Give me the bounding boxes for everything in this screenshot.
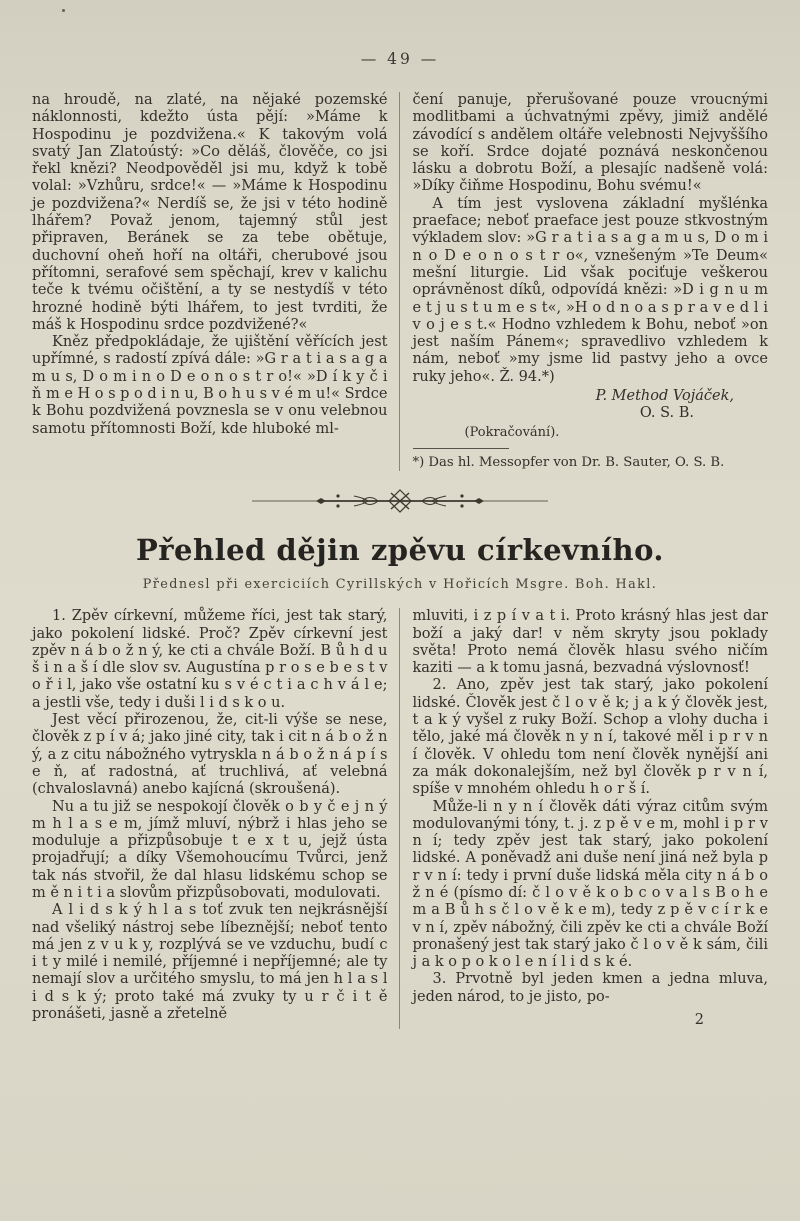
paragraph: Může-li n y n í člověk dáti výraz citům svým modulovanými tóny, t. j. z p ě v e m, mohl i p r v n í; tedy zpěv jest tak starý, jako pokolení lidské. A poněvadž ani duše není jiná než byla p r v n í: tedy i první duše lidská měla city n á b o ž n é (písmo dí: č l o v ě k o b c o v a l s B o h e m a B ů h s č l o v ě k e m), tedy z p ě v c í r k e v n í, zpěv nábožný, čili zpěv ke cti a chvále Boží pronašený jest tak starý jako č l o v ě k sám, čili j a k o p o k o l e n í l i d s k é. [412, 798, 768, 971]
top-section [32, 92, 768, 471]
author-order: O. S. B. [639, 405, 694, 422]
divider-ornament-icon [250, 487, 550, 515]
article-left-column [32, 608, 399, 1029]
article-subtitle: Přednesl při exerciciích Cyrillských v Hořicích Msgre. Boh. Hakl. [142, 577, 658, 593]
paragraph: 2. Ano, zpěv jest tak starý, jako pokolení lidské. Člověk jest č l o v ě k; j a k ý člověk jest, t a k ý vyšel z ruky Boží. Schop a vlohy ducha i tělo, jaké má člověk n y n í, takové měl i p r v n í člověk. V ohledu tom není člověk nynější ani za mák dokonalejším, než byl člověk p r v n í, spíše v mnohém ohledu h o r š í. [412, 677, 768, 798]
footnote: *) Das hl. Messopfer von Dr. B. Sauter, O. S. B. [412, 454, 725, 470]
paragraph: A tím jest vyslovena základní myšlénka praeface; neboť praeface jest pouze stkvostným výkladem slov: »G r a t i a s a g a m u s, D o m i n o D e o n o s t r o«, vznešeným »Te Deum« mešní liturgie. Lid však pociťuje veškerou oprávněnost díků, odpovídá knězi: »D i g n u m e t j u s t u m e s t«, »H o d n o a s p r a v e d l i v o j e s t.« Hodno vzhledem k Bohu, neboť »on jest naším Pánem«; spravedlivo vzhledem k nám, neboť »my jsme lid pastvy jeho a ovce ruky jeho«. Ž. 94.*) [412, 195, 768, 385]
paper-speck [62, 9, 65, 12]
top-right-column-text [413, 92, 769, 386]
top-left-column [32, 92, 399, 471]
paragraph: 1. Zpěv církevní, můžeme říci, jest tak starý, jako pokolení lidské. Proč? Zpěv církevní jest zpěv n á b o ž n ý, ke cti a chvále Boží. B ů h d u š i n a š í dle slov sv. Augustína p r o s e b e s t v o ř i l, jako vše ostatní ku s v é c t i a c h v á l e; a jestli vše, tedy i duši l i d s k o u. [32, 608, 388, 711]
article-title: Přehled dějin zpěvu církevního. [135, 533, 665, 568]
paragraph: A l i d s k ý h l a s toť zvuk ten nejkrásnější nad všeliký nástroj sebe líbeznější; neboť tento má jen z v u k y, rozplývá se ve vzduchu, budí c i t y milé i nemilé, příjemné i nepříjemné; ale ty nemají slov a určitého smyslu, to má jen h l a s l i d s k ý; proto také má zvuky ty u r č i t ě pronášeti, jasně a zřetelně [32, 902, 388, 1023]
paragraph: na hroudě, na zlaté, na nějaké pozemské náklonnosti, kdežto ústa pějí: »Máme k Hospodinu je pozdvižena.« K takovým volá svatý Jan Zlatoústý: »Co děláš, člověče, co jsi řekl knězi? Neodpověděl jsi mu, když k tobě volal: »Vzhůru, srdce!« — »Máme k Hospodinu je pozdvižena?« Nerdíš se, že jsi v této hodině lhářem? Považ jenom, tajemný stůl jest připraven, Beránek se za tebe obětuje, duchovní oheň hoří na oltáři, cherubové jsou přítomni, serafové sem spěchají, krev v kalichu teče k tvému očištění, a ty se nestydíš v této hrozné hodině býti lhářem, to jest tvrditi, že máš k Hospodinu srdce pozdvižené?« [32, 92, 388, 333]
paragraph: Kněz předpokládaje, že ujištění věřících jest upřímné, s radostí zpívá dále: »G r a t i a s a g a m u s, D o m i n o D e o n o s t r o!« »D í k y č i ň m e H o s p o d i n u, B o h u s v é m u!« Srdce k Bohu pozdvižená povznesla se v onu velebnou samotu přítomnosti Boží, kde hluboké ml- [32, 334, 388, 437]
footnote-divider [413, 448, 509, 449]
top-right-column [399, 92, 769, 471]
article-section [32, 608, 768, 1029]
section-divider [32, 487, 768, 519]
paragraph: 3. Prvotně byl jeden kmen a jedna mluva, jeden národ, to je jisto, po- [412, 971, 768, 1005]
paragraph: čení panuje, přerušované pouze vroucnými modlitbami a úchvatnými zpěvy, jimiž andělé závodící s andělem oltáře velebnosti Nejvyššího se koří. Srdce dojaté poznává neskončenou lásku a dobrotu Boží, a plesajíc nadšeně volá: »Díky čiňme Hospodinu, Bohu svému!« [412, 92, 768, 195]
article-right-column [399, 608, 769, 1029]
paragraph: mluviti, i z p í v a t i. Proto krásný hlas jest dar boží a jaký dar! v něm skryty jsou poklady světa! Proto nemá člověk hlasu svého ničím kaziti — a k tomu jasná, bezvadná výslovnosť! [412, 608, 768, 677]
paragraph: Nu a tu již se nespokojí člověk o b y č e j n ý m h l a s e m, jímž mluví, nýbrž i hlas jeho se moduluje a přizpůsobuje t e x t u, jejž ústa projadřují; a díky Všemohoucímu Tvůrci, jenž tak nás stvořil, že dal hlasu lidskému schop se m ě n i t i a slovům přizpůsobovati, modulovati. [32, 798, 388, 901]
sheet-number: 2 [694, 1012, 704, 1029]
author-signature: P. Method Vojáček, [595, 388, 734, 405]
page-number: — 49 — [360, 50, 440, 68]
paragraph: Jest věcí přirozenou, že, cit-li výše se nese, člověk z p í v á; jako jiné city, tak i cit n á b o ž n ý, a z citu nábožného vytryskla n á b o ž n á p í s e ň, ať radostná, ať truchlivá, ať velebná (chvaloslavná) anebo kajícná (skroušená). [32, 712, 388, 798]
article-right-column-text [413, 608, 769, 1006]
continuation-note: (Pokračování). [464, 424, 560, 440]
